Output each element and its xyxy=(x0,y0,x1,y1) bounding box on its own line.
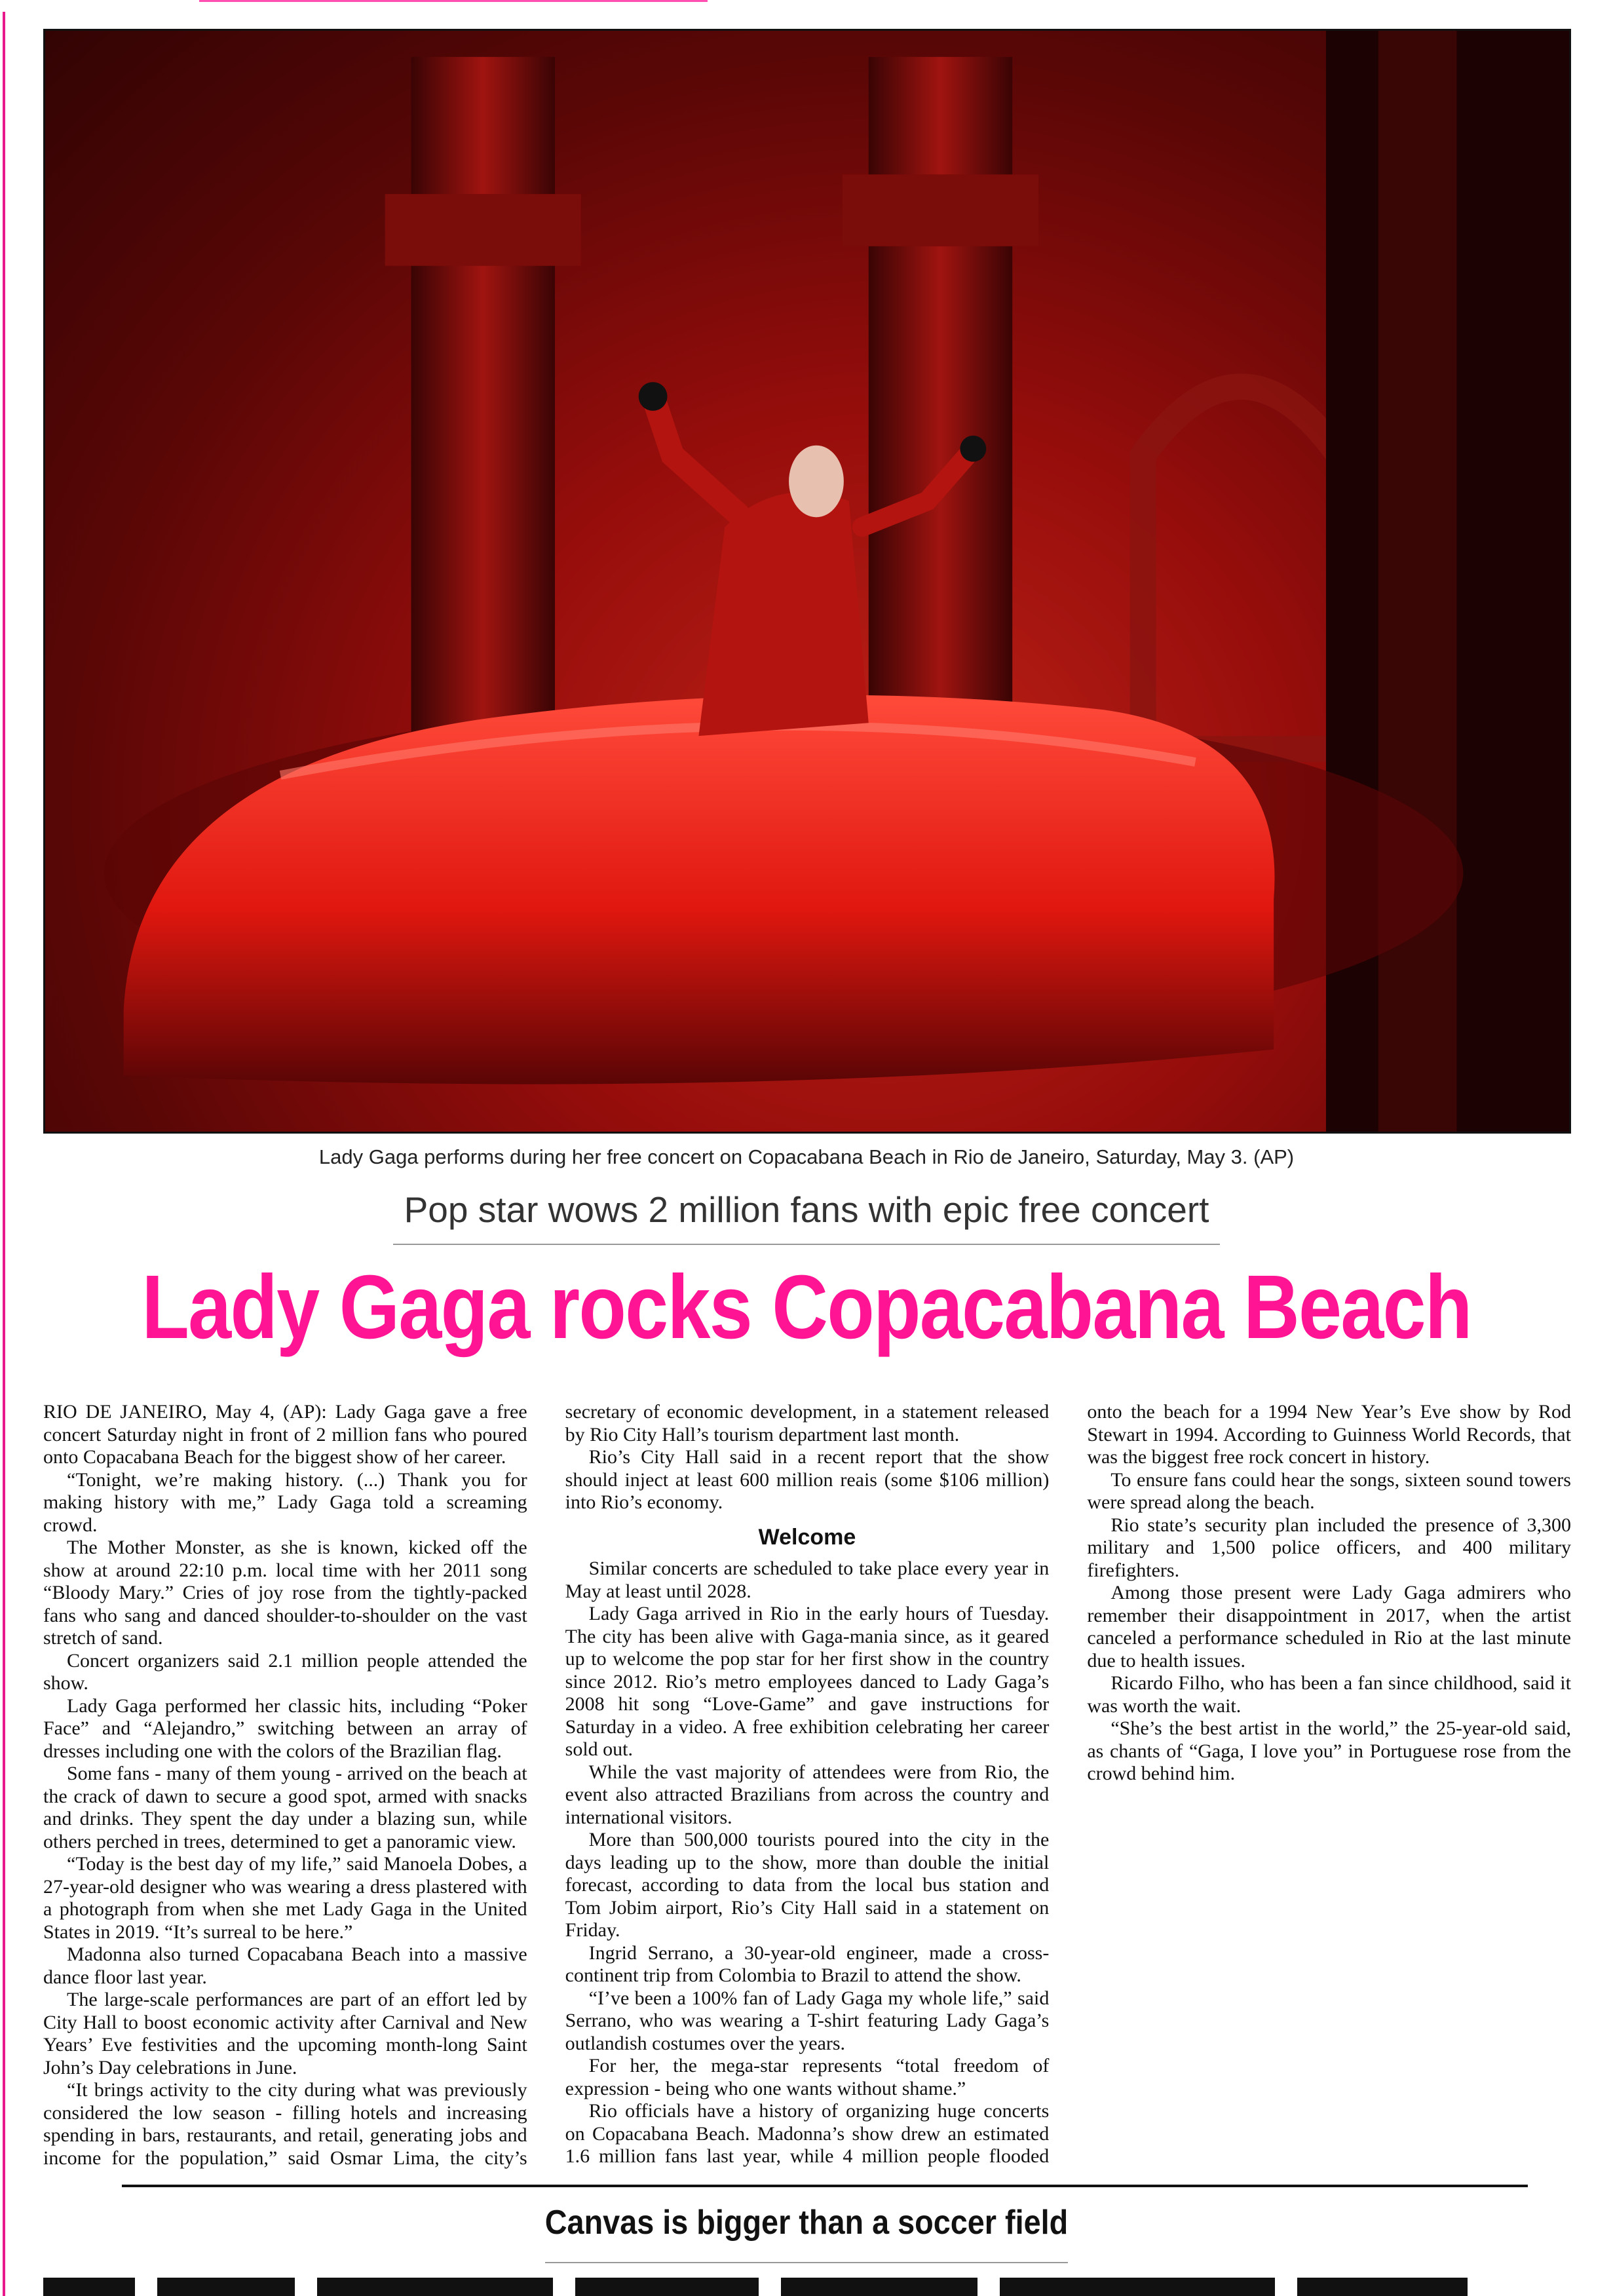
performer-head xyxy=(789,446,844,518)
top-accent-rule xyxy=(199,0,708,2)
article-paragraph: RIO DE JANEIRO, May 4, (AP): Lady Gaga gave a free concert Saturday night in front of 2 million fans who poured onto Copacabana Beach for the biggest show of her career. xyxy=(43,1401,527,1468)
article-paragraph: The large-scale performances are part of an effort led by City Hall to boost economic activity after Carnival and New Years’ Eve festivities and the upcoming month-long Saint John’s Day celebrations in June. xyxy=(43,1989,527,2078)
article-paragraph: Lady Gaga performed her classic hits, including “Poker Face” and “Alejandro,” switching between an array of dresses including one with the colors of the Brazilian flag. xyxy=(43,1694,527,1762)
article-paragraph: The Mother Monster, as she is known, kicked off the show at around 22:10 p.m. local time with her 2011 song “Bloody Mary.” Cries of joy rose from the tightly-packed fans who sang and danced shoulder-to-shoulder on the vast stretch of sand. xyxy=(43,1537,527,1649)
article-paragraph: Ingrid Serrano, a 30-year-old engineer, made a cross-continent trip from Colombia to Brazil to attend the show. xyxy=(565,1942,1050,1986)
cut-off-next-headline xyxy=(43,2278,1571,2296)
story-divider xyxy=(122,2185,1528,2187)
article-paragraph: Lady Gaga arrived in Rio in the early hours of Tuesday. The city has been alive with Gaga-mania since, as it geared up to welcome the pop star for her first show in the country since 2012. Rio’s metro employees danced to Lady Gaga’s 2008 hit song “Love-Game” and gave instructions for Saturday in a video. A free exhibition celebrating her career sold out. xyxy=(565,1603,1050,1760)
article-paragraph: Among those present were Lady Gaga admirers who remember their disappointment in 2017, when the artist canceled a performance scheduled in Rio at the last minute due to health issues. xyxy=(1087,1582,1571,1672)
article-paragraph: “Tonight, we’re making history. (...) Thank you for making history with me,” Lady Gaga told a screaming crowd. xyxy=(43,1468,527,1536)
article-paragraph: While the vast majority of attendees were from Rio, the event also attracted Brazilians from across the country and international visitors. xyxy=(565,1761,1050,1828)
article-paragraph: Rio state’s security plan included the presence of 3,300 military and 1,500 police officers, and 400 military firefighters. xyxy=(1087,1514,1571,1581)
article-paragraph: “It brings activity to the city during what was previously considered the low season - filling hotels and increasing spending in bars, restaurants, and retail, generating jobs and income for the population,” said Osmar Lima, the city’s secretary of economic development, in a statement released by Rio City Hall’s tourism department last month. xyxy=(43,1401,1050,2169)
article-paragraph: Similar concerts are scheduled to take place every year in May at least until 2028. xyxy=(565,1558,1050,1602)
article-paragraph: Some fans - many of them young - arrived on the beach at the crack of dawn to secure a good spot, armed with snacks and drinks. They spent the day under a blazing sun, while others perched in trees, determined to get a panoramic view. xyxy=(43,1763,527,1852)
article-body xyxy=(43,1401,1571,2174)
photo-caption: Lady Gaga performs during her free concert on Copacabana Beach in Rio de Janeiro, Saturday, May 3. (AP) xyxy=(318,1145,1295,1168)
kicker-divider xyxy=(393,1244,1220,1245)
article-paragraph: Rio officials have a history of organizing huge concerts on Copacabana Beach. Madonna’s show drew an estimated 1.6 million fans last year, while 4 million people flooded onto the beach for a 1994 New Year’s Eve show by Rod Stewart in 1994. According to Guinness World Records, that was the biggest free rock concert in history. xyxy=(565,1401,1571,2167)
article-paragraph: “I’ve been a 100% fan of Lady Gaga my whole life,” said Serrano, who was wearing a T-shirt featuring Lady Gaga’s outlandish costumes over the years. xyxy=(565,1987,1050,2054)
article-paragraph: “She’s the best artist in the world,” the 25-year-old said, as chants of “Gaga, I love you” in Portuguese rose from the crowd behind him. xyxy=(1087,1717,1571,1784)
article-paragraph: For her, the mega-star represents “total freedom of expression - being who one wants without shame.” xyxy=(565,2055,1050,2099)
article-paragraph: Concert organizers said 2.1 million people attended the show. xyxy=(43,1649,527,1694)
article-paragraph: Madonna also turned Copacabana Beach into a massive dance floor last year. xyxy=(43,1943,527,1988)
article-paragraph: Rio’s City Hall said in a recent report that the show should inject at least 600 million reais (some $106 million) into Rio’s economy. xyxy=(565,1446,1050,1513)
main-headline: Lady Gaga rocks Copacabana Beach xyxy=(142,1257,1471,1358)
article-paragraph: Ricardo Filho, who has been a fan since childhood, said it was worth the wait. xyxy=(1087,1672,1571,1717)
next-story-subhead: Canvas is bigger than a soccer field xyxy=(544,2204,1069,2242)
next-story-rule xyxy=(545,2262,1068,2263)
left-column xyxy=(411,57,555,801)
article-paragraph: More than 500,000 tourists poured into the city in the days leading up to the show, more than double the initial forecast, according to data from the local bus station and Tom Jobim airport, Rio’s City Hall said in a statement on Friday. xyxy=(565,1829,1050,1941)
stage-photo-illustration xyxy=(45,31,1569,1132)
article-subhead: Welcome xyxy=(758,1524,856,1550)
concert-photo xyxy=(43,29,1571,1134)
kicker-headline: Pop star wows 2 million fans with epic free concert xyxy=(404,1189,1209,1230)
article-paragraph: “Today is the best day of my life,” said Manoela Dobes, a 27-year-old designer who was wearing a dress plastered with a photograph from when she met Lady Gaga in the United States in 2019. “It’s surreal to be here.” xyxy=(43,1853,527,1943)
article-paragraph: To ensure fans could hear the songs, sixteen sound towers were spread along the beach. xyxy=(1087,1468,1571,1513)
